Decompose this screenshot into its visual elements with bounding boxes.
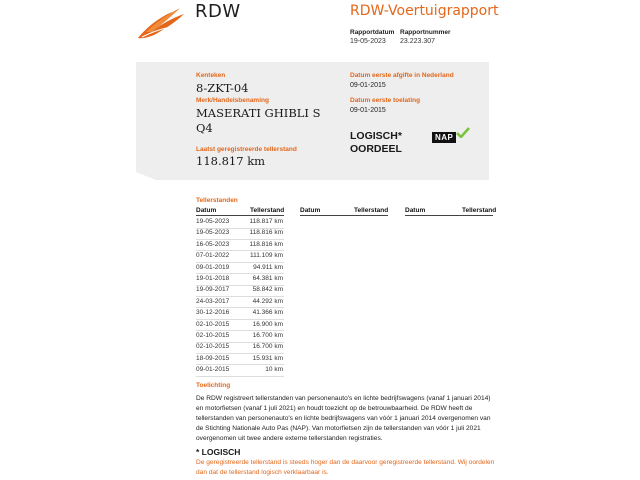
brand-label: Merk/Handelsbenaming bbox=[196, 97, 269, 104]
col-value-header: Tellerstand bbox=[250, 207, 285, 214]
row-divider bbox=[196, 330, 284, 331]
odometer-row-date: 30-12-2016 bbox=[196, 309, 230, 317]
odometer-row-value: 16.700 km bbox=[252, 343, 283, 351]
logisch-title: * LOGISCH bbox=[196, 447, 241, 457]
explanation-title: Toelichting bbox=[196, 382, 231, 389]
odometer-row-value: 44.292 km bbox=[252, 297, 283, 305]
vehicle-summary-panel bbox=[136, 62, 489, 180]
row-divider bbox=[196, 285, 284, 286]
report-date-label: Rapportdatum bbox=[350, 29, 395, 36]
odometer-row-value: 58.842 km bbox=[252, 286, 283, 294]
odometer-row-value: 118.816 km bbox=[249, 229, 283, 237]
explanation-text: De RDW registreert tellerstanden van personenauto's en lichte bedrijfswagens (vanaf 1 januari 2014) en motorfietsen (vanaf 1 juli 2021) en houdt toezicht op de betrouwbaarheid. De RDW heeft de tellerstanden van personenauto's en lichte bedrijfswagens van vóór 1 januari 2014 overgenomen van de Stichting Nationale Auto Pas (NAP). Van motorfietsen zijn de tellerstanden van vóór 1 juli 2021 overgenomen uit twee andere externe tellerstanden registraties. bbox=[196, 395, 491, 442]
row-divider bbox=[196, 239, 284, 240]
odometer-row-date: 19-05-2023 bbox=[196, 229, 230, 237]
row-divider bbox=[196, 273, 284, 274]
first-issue-value: 09-01-2015 bbox=[350, 82, 386, 89]
header-rule-2 bbox=[300, 215, 388, 216]
panel-corner bbox=[136, 172, 156, 180]
odometer-row-date: 19-05-2023 bbox=[196, 218, 230, 225]
col-value-header-2: Tellerstand bbox=[354, 207, 389, 214]
odometer-section-title: Tellerstanden bbox=[196, 197, 238, 204]
brand-name: RDW bbox=[195, 1, 241, 22]
row-divider bbox=[196, 262, 284, 263]
row-divider bbox=[196, 364, 284, 365]
odometer-row-date: 16-05-2023 bbox=[196, 240, 230, 248]
row-divider bbox=[196, 376, 284, 377]
nap-badge bbox=[432, 127, 470, 145]
checkmark-icon bbox=[456, 127, 470, 138]
first-admission-value: 09-01-2015 bbox=[350, 107, 386, 114]
odometer-row-value: 111.109 km bbox=[249, 252, 283, 260]
brand-value-line2: Q4 bbox=[196, 121, 213, 135]
header-rule-3 bbox=[405, 215, 493, 216]
verdict-line1: LOGISCH* bbox=[350, 130, 402, 142]
header-rule bbox=[196, 215, 284, 216]
row-divider bbox=[196, 250, 284, 251]
odometer-row-date: 02-10-2015 bbox=[196, 343, 230, 351]
odometer-row-date: 19-01-2018 bbox=[196, 275, 230, 282]
col-value-header-3: Tellerstand bbox=[462, 207, 497, 214]
odometer-row-date: 24-03-2017 bbox=[196, 297, 230, 305]
odometer-row-value: 16.900 km bbox=[252, 320, 283, 328]
odometer-row-value: 118.817 km bbox=[249, 218, 283, 225]
last-odometer-value: 118.817 km bbox=[196, 154, 266, 168]
last-odometer-label: Laatst geregistreerde tellerstand bbox=[196, 146, 297, 153]
odometer-row-value: 15.931 km bbox=[252, 354, 283, 362]
row-divider bbox=[196, 296, 284, 297]
odometer-row-date: 09-01-2015 bbox=[196, 366, 230, 374]
col-date-header-2: Datum bbox=[300, 207, 321, 214]
odometer-row-date: 02-10-2015 bbox=[196, 320, 230, 328]
odometer-row-value: 10 km bbox=[265, 366, 283, 374]
odometer-row-date: 18-09-2015 bbox=[196, 354, 230, 362]
first-issue-label: Datum eerste afgifte in Nederland bbox=[350, 72, 454, 79]
nap-label: NAP bbox=[432, 132, 456, 143]
row-divider bbox=[196, 342, 284, 343]
report-date: 19-05-2023 bbox=[350, 38, 386, 45]
odometer-row-date: 07-01-2022 bbox=[196, 252, 230, 260]
odometer-row-value: 16.700 km bbox=[252, 332, 283, 339]
odometer-row-value: 118.816 km bbox=[249, 240, 283, 248]
verdict-line2: OORDEEL bbox=[350, 143, 402, 155]
plate-label: Kenteken bbox=[196, 72, 226, 79]
plate-value: 8-ZKT-04 bbox=[196, 81, 249, 95]
row-divider bbox=[196, 319, 284, 320]
report-number: 23.223.307 bbox=[400, 38, 436, 45]
odometer-row-date: 19-09-2017 bbox=[196, 286, 230, 294]
row-divider bbox=[196, 228, 284, 229]
brand-value-line1: MASERATI GHIBLI S bbox=[196, 106, 321, 120]
report-number-label: Rapportnummer bbox=[400, 29, 451, 36]
first-admission-label: Datum eerste toelating bbox=[350, 97, 421, 104]
report-title: RDW-Voertuigrapport bbox=[350, 3, 499, 19]
odometer-row-value: 94.911 km bbox=[253, 263, 283, 271]
col-date-header-3: Datum bbox=[405, 207, 426, 214]
logisch-text: De geregistreerde tellerstand is steeds hoger dan de daarvoor geregistreerde tellerstand. Wij oordelen dan dat de tellerstand logisch verklaarbaar is. bbox=[196, 459, 495, 476]
verdict bbox=[350, 130, 402, 156]
row-divider bbox=[196, 353, 284, 354]
col-date-header: Datum bbox=[196, 207, 217, 214]
rdw-logo bbox=[136, 4, 188, 40]
odometer-row-date: 09-01-2019 bbox=[196, 263, 230, 271]
row-divider bbox=[196, 307, 284, 308]
odometer-row-value: 64.381 km bbox=[252, 275, 283, 282]
odometer-row-date: 02-10-2015 bbox=[196, 332, 230, 339]
odometer-row-value: 41.366 km bbox=[252, 309, 283, 317]
